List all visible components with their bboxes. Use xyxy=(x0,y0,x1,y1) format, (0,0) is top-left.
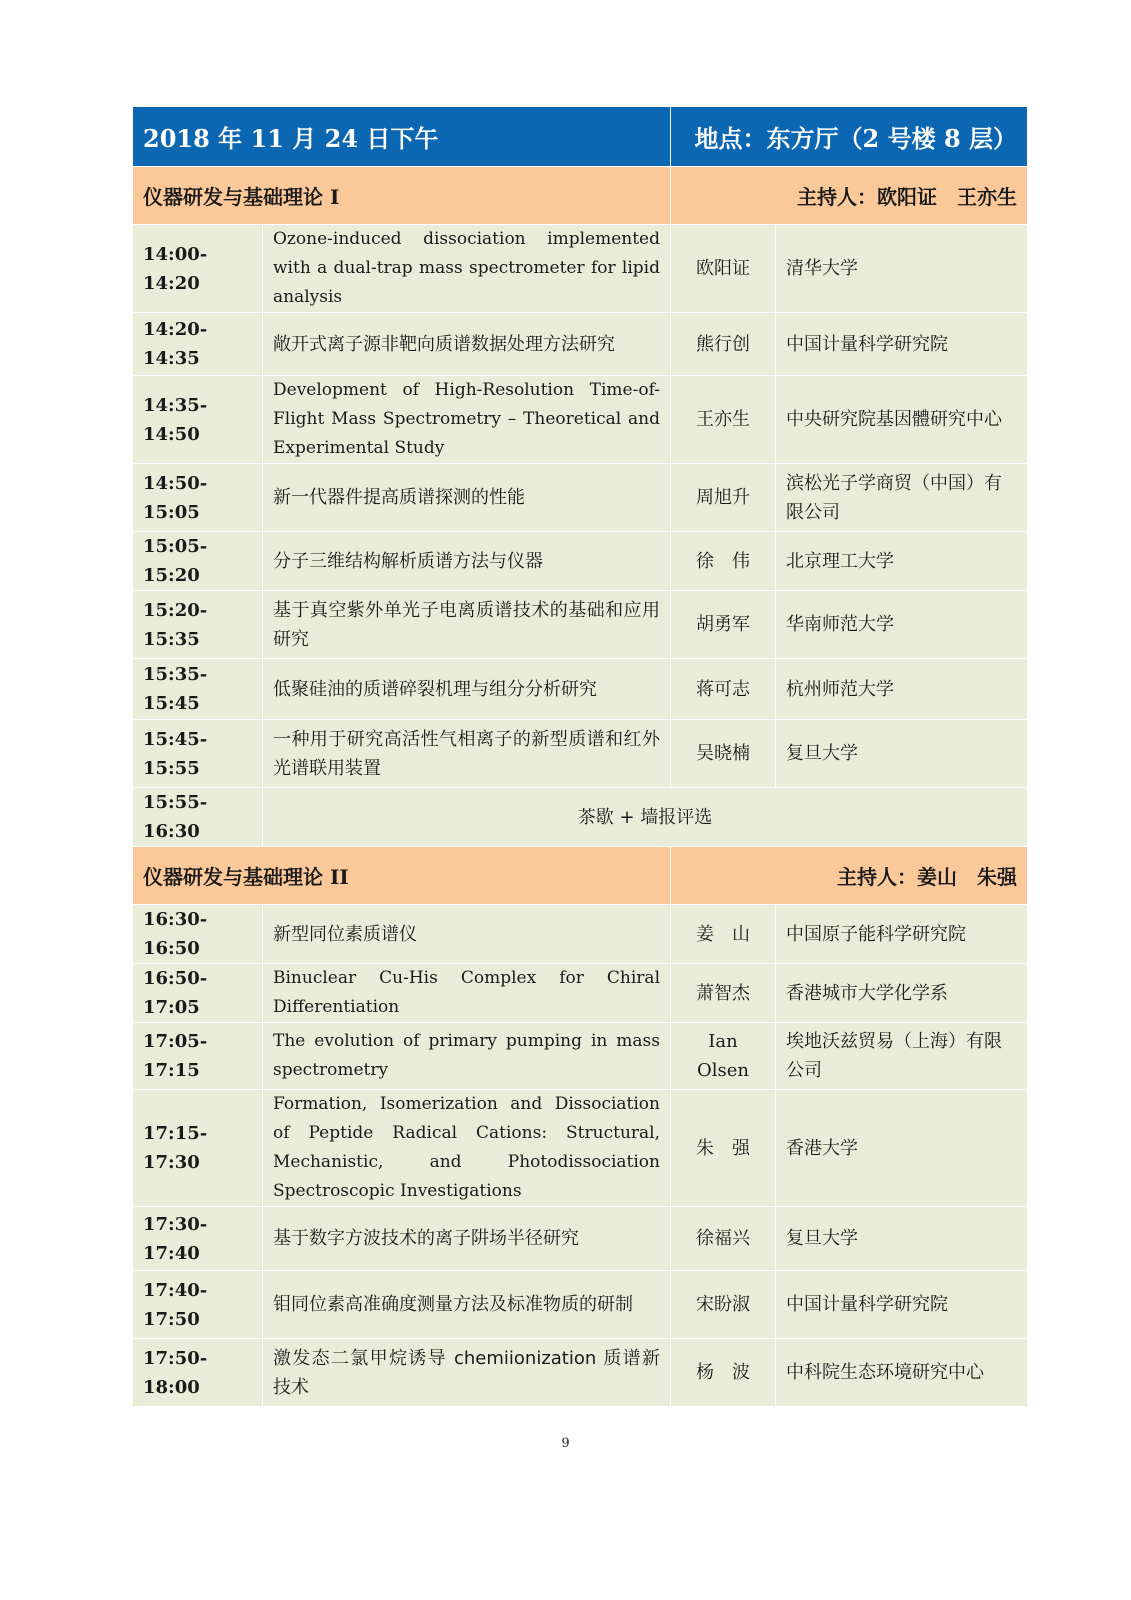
talk-title: 激发态二氯甲烷诱导 chemiionization 质谱新技术 xyxy=(263,1339,671,1407)
talk-speaker: 熊行创 xyxy=(671,313,776,376)
talk-title: Ozone-induced dissociation implemented with a dual-trap mass spectrometer for lipid analysis xyxy=(263,225,671,313)
table-row xyxy=(133,1271,1028,1339)
talk-affiliation: 香港大学 xyxy=(776,1090,1028,1207)
session-host: 主持人：姜山 朱强 xyxy=(671,847,1028,905)
talk-affiliation: 香港城市大学化学系 xyxy=(776,964,1028,1023)
talk-affiliation: 华南师范大学 xyxy=(776,591,1028,659)
talk-title: 基于真空紫外单光子电离质谱技术的基础和应用研究 xyxy=(263,591,671,659)
session-location: 地点：东方厅（2 号楼 8 层） xyxy=(671,107,1028,167)
session-date: 2018 年 11 月 24 日下午 xyxy=(133,107,671,167)
talk-title: 基于数字方波技术的离子阱场半径研究 xyxy=(263,1207,671,1271)
table-row xyxy=(133,225,1028,313)
talk-speaker: 萧智杰 xyxy=(671,964,776,1023)
talk-title: 敞开式离子源非靶向质谱数据处理方法研究 xyxy=(263,313,671,376)
session-host: 主持人：欧阳证 王亦生 xyxy=(671,167,1028,225)
talk-time: 14:50-15:05 xyxy=(133,464,263,532)
talk-affiliation: 杭州师范大学 xyxy=(776,659,1028,720)
talk-speaker: 蒋可志 xyxy=(671,659,776,720)
talk-title: 低聚硅油的质谱碎裂机理与组分分析研究 xyxy=(263,659,671,720)
talk-time: 16:50-17:05 xyxy=(133,964,263,1023)
talk-time: 14:20-14:35 xyxy=(133,313,263,376)
table-row xyxy=(133,964,1028,1023)
table-row xyxy=(133,1090,1028,1207)
session-title-text: 仪器研发与基础理论 xyxy=(143,865,323,889)
table-row xyxy=(133,659,1028,720)
talk-time: 15:20-15:35 xyxy=(133,591,263,659)
session-title xyxy=(133,847,671,905)
talk-speaker: 王亦生 xyxy=(671,376,776,464)
talk-affiliation: 复旦大学 xyxy=(776,1207,1028,1271)
table-row xyxy=(133,591,1028,659)
table-row xyxy=(133,464,1028,532)
talk-time: 17:50-18:00 xyxy=(133,1339,263,1407)
talk-title: Binuclear Cu-His Complex for Chiral Differentiation xyxy=(263,964,671,1023)
talk-speaker: 杨 波 xyxy=(671,1339,776,1407)
talk-speaker: 宋盼淑 xyxy=(671,1271,776,1339)
table-row xyxy=(133,1339,1028,1407)
talk-speaker: 朱 强 xyxy=(671,1090,776,1207)
talk-time: 17:40-17:50 xyxy=(133,1271,263,1339)
talk-affiliation: 中国原子能科学研究院 xyxy=(776,905,1028,964)
schedule-table xyxy=(132,106,1028,1407)
talk-affiliation: 中国计量科学研究院 xyxy=(776,313,1028,376)
session-header xyxy=(133,847,1028,905)
talk-title: 一种用于研究高活性气相离子的新型质谱和红外光谱联用装置 xyxy=(263,720,671,788)
talk-title: The evolution of primary pumping in mass spectrometry xyxy=(263,1023,671,1090)
table-row xyxy=(133,1207,1028,1271)
table-row xyxy=(133,532,1028,591)
break-label: 茶歇 + 墙报评选 xyxy=(263,788,1028,847)
session-header xyxy=(133,167,1028,225)
talk-affiliation: 北京理工大学 xyxy=(776,532,1028,591)
talk-speaker: 胡勇军 xyxy=(671,591,776,659)
talk-affiliation: 埃地沃兹贸易（上海）有限公司 xyxy=(776,1023,1028,1090)
talk-title: Formation, Isomerization and Dissociation of Peptide Radical Cations: Structural, Mechanistic, and Photodissociation Spectroscopic Investigations xyxy=(263,1090,671,1207)
talk-title: 新一代器件提高质谱探测的性能 xyxy=(263,464,671,532)
break-time: 15:55-16:30 xyxy=(133,788,263,847)
talk-speaker: 周旭升 xyxy=(671,464,776,532)
table-row xyxy=(133,905,1028,964)
talk-speaker: 姜 山 xyxy=(671,905,776,964)
table-row xyxy=(133,720,1028,788)
table-row xyxy=(133,313,1028,376)
talk-affiliation: 中科院生态环境研究中心 xyxy=(776,1339,1028,1407)
talk-title: 钼同位素高准确度测量方法及标准物质的研制 xyxy=(263,1271,671,1339)
talk-speaker: 吴晓楠 xyxy=(671,720,776,788)
talk-time: 15:45-15:55 xyxy=(133,720,263,788)
talk-time: 15:35-15:45 xyxy=(133,659,263,720)
talk-affiliation: 中央研究院基因體研究中心 xyxy=(776,376,1028,464)
session-numeral: II xyxy=(329,865,349,889)
table-row xyxy=(133,1023,1028,1090)
talk-title: 分子三维结构解析质谱方法与仪器 xyxy=(263,532,671,591)
talk-time: 14:35-14:50 xyxy=(133,376,263,464)
talk-time: 17:15-17:30 xyxy=(133,1090,263,1207)
talk-speaker: 欧阳证 xyxy=(671,225,776,313)
talk-speaker: 徐福兴 xyxy=(671,1207,776,1271)
talk-affiliation: 清华大学 xyxy=(776,225,1028,313)
talk-affiliation: 中国计量科学研究院 xyxy=(776,1271,1028,1339)
talk-title: Development of High-Resolution Time-of-Flight Mass Spectrometry – Theoretical and Experimental Study xyxy=(263,376,671,464)
talk-affiliation: 滨松光子学商贸（中国）有限公司 xyxy=(776,464,1028,532)
talk-time: 17:30-17:40 xyxy=(133,1207,263,1271)
talk-affiliation: 复旦大学 xyxy=(776,720,1028,788)
talk-time: 15:05-15:20 xyxy=(133,532,263,591)
break-row xyxy=(133,788,1028,847)
talk-time: 14:00-14:20 xyxy=(133,225,263,313)
session-numeral: I xyxy=(329,185,340,209)
talk-time: 16:30-16:50 xyxy=(133,905,263,964)
talk-speaker: 徐 伟 xyxy=(671,532,776,591)
page-number: 9 xyxy=(561,1436,570,1451)
talk-speaker: Ian Olsen xyxy=(671,1023,776,1090)
schedule-header xyxy=(133,107,1028,167)
session-title xyxy=(133,167,671,225)
talk-time: 17:05-17:15 xyxy=(133,1023,263,1090)
talk-title: 新型同位素质谱仪 xyxy=(263,905,671,964)
table-row xyxy=(133,376,1028,464)
session-title-text: 仪器研发与基础理论 xyxy=(143,185,323,209)
